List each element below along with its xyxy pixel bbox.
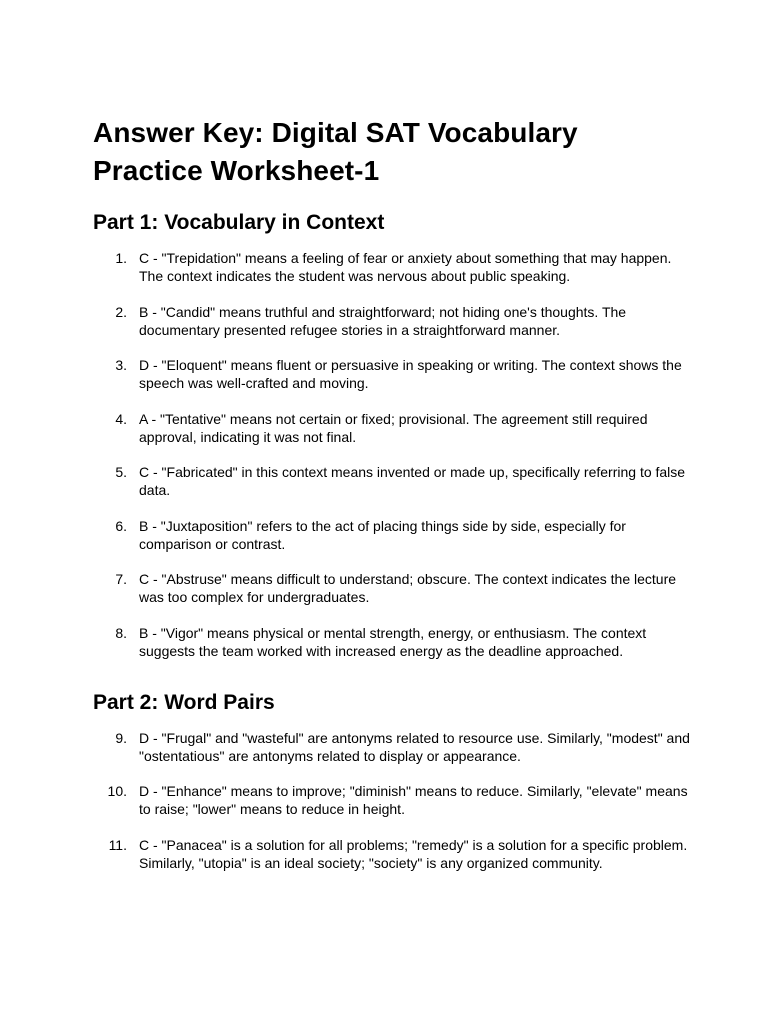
item-number: 9. [115, 729, 127, 746]
item-number: 3. [115, 357, 127, 373]
answer-item-10 [93, 782, 693, 818]
document-title: Answer Key: Digital SAT Vocabulary Practice Worksheet-1 [93, 117, 578, 186]
item-text: C - "Trepidation" means a feeling of fear or anxiety about something that may happen. The context indicates the student was nervous about public speaking. [139, 250, 672, 284]
item-text: B - "Candid" means truthful and straightforward; not hiding one's thoughts. The documentary presented refugee stories in a straightforward manner. [139, 303, 627, 338]
answer-item-3 [93, 356, 693, 392]
answer-item-7 [93, 570, 693, 606]
answer-item-11 [93, 836, 693, 872]
part2-answer-list [93, 729, 693, 872]
item-number: 11. [108, 836, 127, 853]
item-text: A - "Tentative" means not certain or fixed; provisional. The agreement still required approval, indicating it was not final. [139, 410, 648, 445]
item-text: C - "Fabricated" in this context means invented or made up, specifically referring to false data. [139, 464, 686, 498]
item-number: 5. [115, 464, 127, 480]
part2-heading: Part 2: Word Pairs [93, 690, 275, 714]
answer-item-1 [93, 249, 693, 285]
item-text: C - "Panacea" is a solution for all problems; "remedy" is a solution for a specific problem. Similarly, "utopia" is an ideal society; "society" is any organized community. [139, 836, 688, 871]
item-text: D - "Eloquent" means fluent or persuasive in speaking or writing. The context shows the speech was well-crafted and moving. [139, 357, 682, 391]
item-text: B - "Vigor" means physical or mental strength, energy, or enthusiasm. The context suggests the team worked with increased energy as the deadline approached. [139, 624, 647, 659]
item-number: 10. [107, 783, 127, 799]
part1-heading: Part 1: Vocabulary in Context [93, 211, 385, 234]
answer-item-4 [93, 410, 693, 446]
document-page [93, 114, 693, 872]
item-number: 4. [115, 410, 127, 427]
item-text: D - "Frugal" and "wasteful" are antonyms related to resource use. Similarly, "modest" and "ostentatious" are antonyms related to display or appearance. [139, 729, 690, 764]
item-number: 7. [115, 571, 127, 587]
answer-item-2 [93, 303, 693, 339]
part1-answer-list [93, 249, 693, 660]
item-number: 6. [115, 517, 127, 534]
item-text: B - "Juxtaposition" refers to the act of placing things side by side, especially for comparison or contrast. [139, 517, 626, 552]
item-text: D - "Enhance" means to improve; "diminish" means to reduce. Similarly, "elevate" means to raise; "lower" means to reduce in height. [139, 783, 688, 817]
answer-item-9 [93, 729, 693, 765]
item-text: C - "Abstruse" means difficult to understand; obscure. The context indicates the lecture was too complex for undergraduates. [139, 571, 677, 605]
answer-item-6 [93, 517, 693, 553]
item-number: 2. [115, 303, 127, 320]
item-number: 1. [115, 250, 127, 266]
answer-item-5 [93, 463, 693, 499]
item-number: 8. [115, 624, 127, 641]
answer-item-8 [93, 624, 693, 660]
